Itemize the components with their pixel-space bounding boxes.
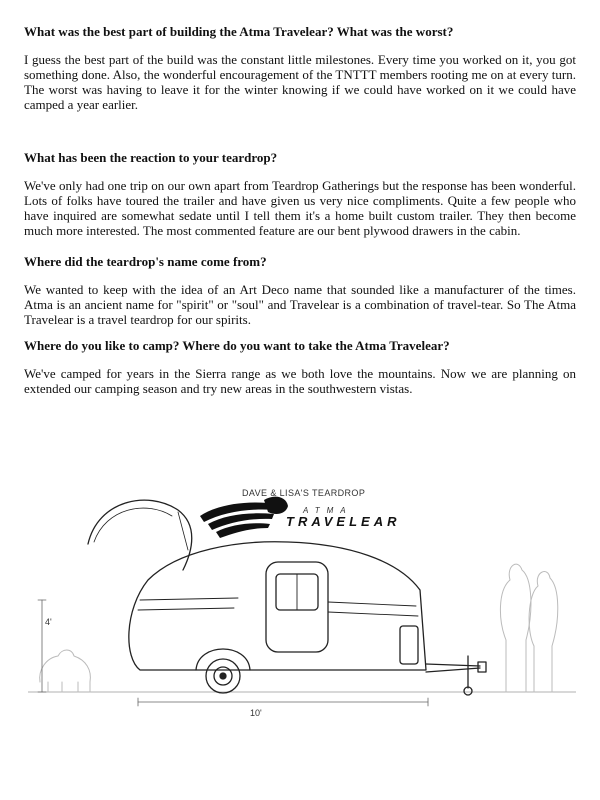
section-question: Where do you like to camp? Where do you want to take the Atma Travelear?	[24, 338, 450, 353]
section-answer: We've camped for years in the Sierra range as we both love the mountains. Now we are planning on extended our camping season and try new areas in the southwestern vistas.	[24, 366, 576, 396]
qa-section	[24, 24, 576, 112]
qa-section	[24, 150, 576, 238]
section-answer: I guess the best part of the build was the constant little milestones. Every time you worked on it, you got something done. Also, the wonderful encouragement of the TNTTT members rooting me on at every turn. The worst was having to leave it for the winter knowing if we could have worked on it we could have camped a year earlier.	[24, 52, 576, 112]
teardrop-illustration	[28, 470, 576, 730]
qa-section	[24, 338, 576, 396]
brand-atma-text: ATMA	[303, 506, 353, 515]
hatch-outline	[88, 500, 192, 570]
section-answer: We've only had one trip on our own apart from Teardrop Gatherings but the response has been wonderful. Lots of folks have toured the trailer and have given us very nice compliments. Quite a few people who have inquired are somewhat sedate until I tell them it's a home built custom trailer. They then become much more interested. The most commented feature are our bent plywood drawers in the cabin.	[24, 178, 576, 238]
section-question: What was the best part of building the Atma Travelear? What was the worst?	[24, 24, 454, 39]
section-question: What has been the reaction to your teardrop?	[24, 150, 278, 165]
section-answer: We wanted to keep with the idea of an Art Deco name that sounded like a manufacturer of the times. Atma is an ancient name for "spirit" or "soul" and Travelear is a combination of travel-tear. So The Atma Travelear is a travel teardrop for our spirits.	[24, 282, 576, 327]
height-dimension-label: 4'	[45, 617, 52, 627]
section-question: Where did the teardrop's name come from?	[24, 254, 267, 269]
drawing-caption: DAVE & LISA'S TEARDROP	[242, 488, 366, 498]
length-dimension-label: 10'	[250, 708, 262, 718]
person-silhouette	[500, 564, 531, 692]
person-silhouette	[529, 572, 558, 692]
atma-logo-icon	[200, 497, 288, 538]
trailer-body	[129, 542, 426, 670]
qa-section	[24, 254, 576, 327]
brand-travelear-text: TRAVELEAR	[286, 514, 401, 529]
teardrop-drawing	[28, 470, 576, 730]
